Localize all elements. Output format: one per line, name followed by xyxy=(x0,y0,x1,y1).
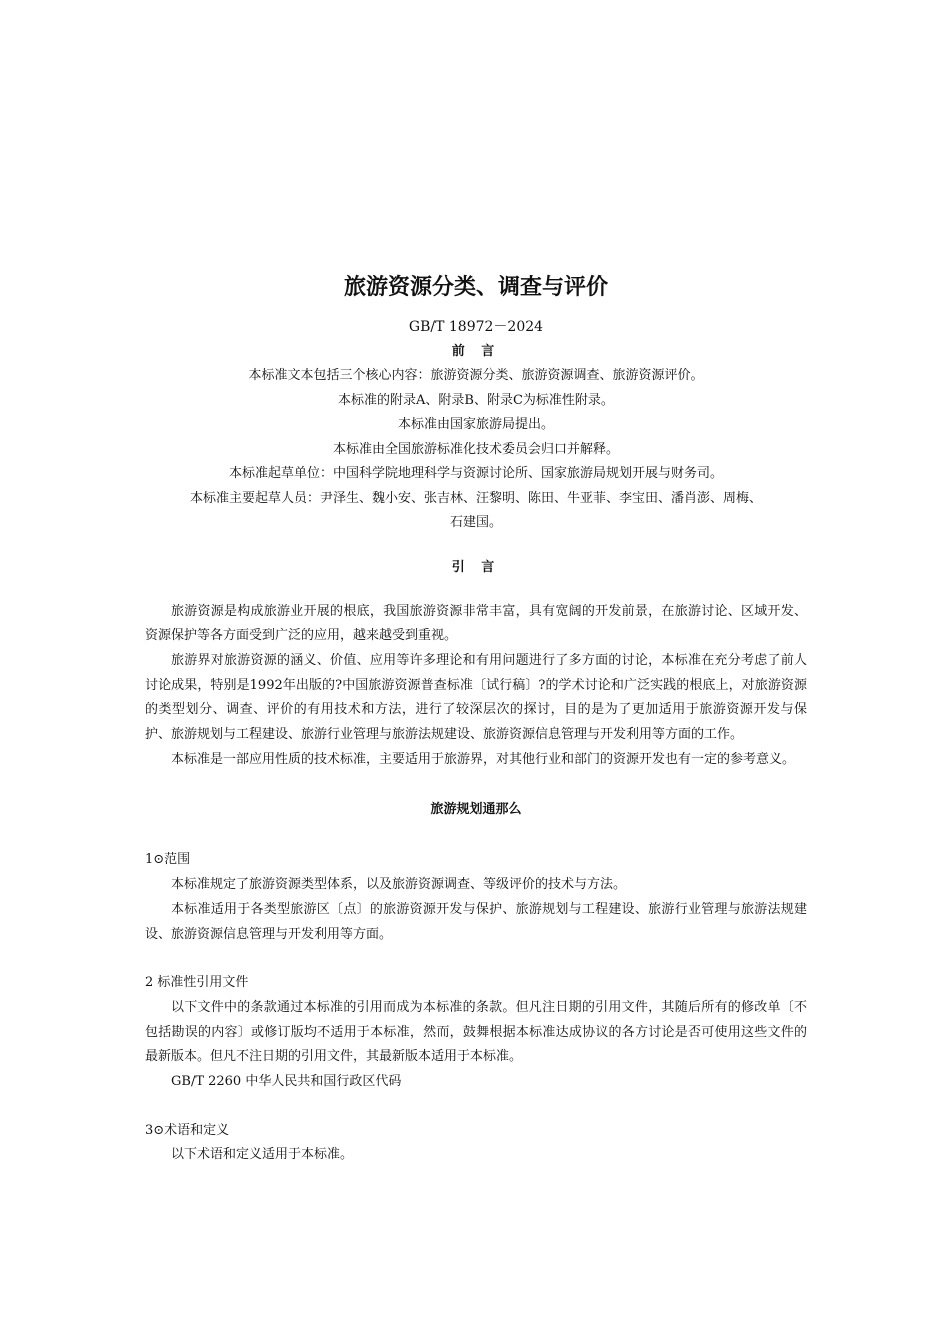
intro-block xyxy=(145,600,807,773)
foreword-line: 本标准文本包括三个核心内容：旅游资源分类、旅游资源调查、旅游资源评价。 xyxy=(248,368,704,383)
section-3-paragraph: 以下术语和定义适用于本标准。 xyxy=(171,1147,354,1163)
section-3-heading: 3⊙术语和定义 xyxy=(145,1122,230,1138)
foreword-line: 本标准由国家旅游局提出。 xyxy=(397,417,554,432)
foreword-block xyxy=(145,364,807,536)
document-body xyxy=(145,270,807,1168)
reference-entry: GB/T 2260 中华人民共和国行政区代码 xyxy=(171,1074,402,1090)
section-2 xyxy=(145,971,807,1095)
section-3 xyxy=(145,1119,807,1168)
section-1-heading: 1⊙范围 xyxy=(145,852,191,868)
foreword-line: 石建国。 xyxy=(449,515,502,530)
intro-paragraph: 旅游资源是构成旅游业开展的根底，我国旅游资源非常丰富，具有宽阔的开发前景，在旅游讨论、区域开发、资源保护等各方面受到广泛的应用，越来越受到重视。 xyxy=(145,603,807,644)
intro-paragraph: 旅游界对旅游资源的涵义、价值、应用等许多理论和有用问题进行了多方面的讨论，本标准在充分考虑了前人讨论成果，特别是1992年出版的?中国旅游资源普查标准〔试行稿〕?的学术讨论和广泛实践的根底上，对旅游资源的类型划分、调查、评价的有用技术和方法，进行了较深层次的探讨，目的是为了更加适用于旅游资源开发与保护、旅游规划与工程建设、旅游行业管理与旅游法规建设、旅游资源信息管理与开发利用等方面的工作。 xyxy=(145,652,807,743)
intro-paragraph: 本标准是一部应用性质的技术标准，主要适用于旅游界，对其他行业和部门的资源开发也有一定的参考意义。 xyxy=(171,751,796,767)
section-2-paragraph: 以下文件中的条款通过本标准的引用而成为本标准的条款。但凡注日期的引用文件，其随后所有的修改单〔不包括勘误的内容〕或修订版均不适用于本标准，然而，鼓舞根据本标准达成协议的各方讨论是否可使用这些文件的最新版本。但凡不注日期的引用文件，其最新版本适用于本标准。 xyxy=(145,999,807,1065)
foreword-line: 本标准的附录A、附录B、附录C为标准性附录。 xyxy=(338,392,614,408)
foreword-line: 本标准由全国旅游标准化技术委员会归口并解释。 xyxy=(332,441,619,457)
section-1-paragraph: 本标准适用于各类型旅游区〔点〕的旅游资源开发与保护、旅游规划与工程建设、旅游行业管理与旅游法规建设、旅游资源信息管理与开发利用等方面。 xyxy=(145,901,807,942)
intro-heading: 引 言 xyxy=(451,559,501,575)
section-1-paragraph: 本标准规定了旅游资源类型体系，以及旅游资源调查、等级评价的技术与方法。 xyxy=(171,877,627,893)
section-1 xyxy=(145,848,807,947)
section-subtitle: 旅游规划通那么 xyxy=(430,802,522,818)
document-title: 旅游资源分类、调查与评价 xyxy=(343,275,608,300)
foreword-line: 本标准起草单位：中国科学院地理科学与资源讨论所、国家旅游局规划开展与财务司。 xyxy=(228,466,723,481)
foreword-line: 本标准主要起草人员：尹泽生、魏小安、张吉林、汪黎明、陈田、牛亚菲、李宝田、潘肖澎、周梅、 xyxy=(189,490,762,506)
foreword-heading: 前 言 xyxy=(451,344,501,359)
section-2-heading: 2 标准性引用文件 xyxy=(145,975,249,991)
standard-number: GB/T 18972－2024 xyxy=(408,319,544,335)
